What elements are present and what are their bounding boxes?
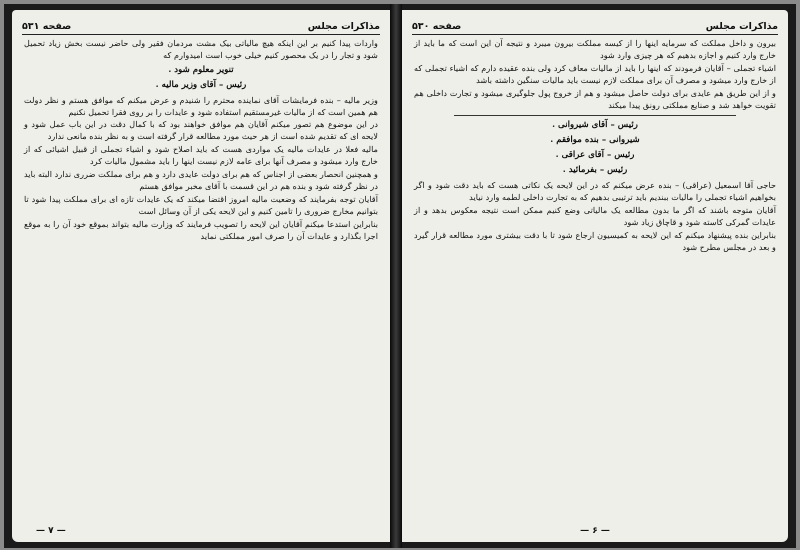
left-paragraph-7: و همچنین انحصار بعضی از اجناس که هم برای دولت عایدی دارد و هم برای مملکت ضرری ندارد البته باید در نظر گرفته شود و بنده هم در این قسمت با آقای مخبر موافق هستم [24,169,378,191]
right-speaker-line-2: شیروانی – بنده موافقم . [550,135,640,146]
right-page-header [412,16,778,35]
right-speaker-line-1: رئیس – آقای شیروانی . [552,120,638,131]
open-book [4,4,796,548]
left-paragraph-6: مالیه فعلا در عایدات مالیه یک مواردی هست که باید اصلاح شود و اشیاء تجملی از قبیل اشیائی که از خارج وارد میشود و مصرف آنها برای عامه لازم نیست اینها را باید مشمول مالیات کرد [24,144,378,167]
right-paragraph-8: حاجی آقا اسمعیل (عراقی) – بنده عرض میکنم که در این لایحه یک نکاتی هست که باید دقت شود و اگر بخواهیم اشیاء تجملی را مالیات ببندیم باید ترتیبی بدهیم که به تجارت داخلی لطمه وارد نیاید [414,180,776,202]
left-paragraph-5: در این موضوع هم تصور میکنم آقایان هم موافق خواهند بود که با کمال دقت در این باب عمل شود و لایحه ای که تقدیم شده است از هر حیث مورد مطالعه قرار گرفته است و به نظر بنده مانعی ندارد [24,119,378,142]
left-page-footer: — ۷ — [36,526,66,536]
right-paragraph-3: و از این طریق هم عایدی برای دولت حاصل میشود و هم از خروج پول جلوگیری میشود و تجارت داخلی هم تقویت خواهد شد و صنایع مملکتی رونق پیدا میکند [414,87,776,110]
book-gutter [390,4,402,548]
right-header-journal: مذاکرات مجلس [705,21,778,32]
left-page-body [24,38,378,520]
right-page-body [414,38,776,520]
right-speaker-line-4: رئیس – بفرمائید . [562,165,628,176]
left-page-header [22,16,380,35]
left-header-journal: مذاکرات مجلس [307,21,380,32]
right-paragraph-9: آقایان متوجه باشند که اگر ما بدون مطالعه یک مالیاتی وضع کنیم ممکن است نتیجه معکوس بدهد و از عایدات گمرکی کاسته شود و قاچاق زیاد شود [414,204,776,227]
section-divider [454,115,736,116]
right-paragraph-10: بنابراین بنده پیشنهاد میکنم که این لایحه به کمیسیون ارجاع شود تا با دقت بیشتری مورد مطالعه قرار گیرد و بعد در مجلس مطرح شود [414,229,776,252]
left-paragraph-2: تنویر معلوم شود . [168,64,234,75]
right-paragraph-1: بیرون و داخل مملکت که سرمایه اینها را از کیسه مملکت بیرون میبرد و نتیجه آن این است که ما باید از خارج وارد کنیم و اجازه بدهیم که هر چیزی وارد شود [414,38,776,60]
right-page [402,10,788,542]
left-header-page-number: صفحه ۵۳۱ [22,21,72,32]
left-paragraph-1: واردات پیدا کنیم بر این اینکه هیچ مالیاتی بیک مشت مردمان فقیر ولی حاضر نیست بخش زیاد تحمیل شود و تجار را در یک محصور کنیم خیلی خوب است امیدوارم که [24,38,378,60]
left-paragraph-4: وزیر مالیه – بنده فرمایشات آقای نماینده محترم را شنیدم و عرض میکنم که موافق هستم و نظر دولت هم همین است که از مالیات غیرمستقیم استفاده شود و عایدات را بر روی فقرا تحمیل نکنیم [24,94,378,117]
left-speaker-line: رئیس – آقای وزیر مالیه . [155,79,247,90]
left-page [12,10,390,542]
right-header-page-number: صفحه ۵۳۰ [412,21,462,32]
right-speaker-line-3: رئیس – آقای عراقی . [555,150,635,161]
right-paragraph-2: اشیاء تجملی – آقایان فرمودند که اینها را باید از مالیات معاف کرد ولی بنده عقیده دارم که اشیاء تجملی که از خارج وارد میشود و مصرف آن برای مملکت لازم نیست باید مالیات سنگین داشته باشد [414,62,776,85]
right-page-footer: — ۶ — [580,526,610,536]
left-paragraph-9: بنابراین استدعا میکنم آقایان این لایحه را تصویب فرمایند که وزارت مالیه بتواند بموقع خود آن را به موقع اجرا بگذارد و عایدات آن را صرف امور مملکتی نماید [24,218,378,241]
left-paragraph-8: آقایان توجه بفرمایند که وضعیت مالیه امروز اقتضا میکند که یک عایدات تازه ای برای مملکت پیدا شود تا بتوانیم مخارج ضروری را تامین کنیم و این لایحه یکی از آن وسائل است [24,193,378,216]
